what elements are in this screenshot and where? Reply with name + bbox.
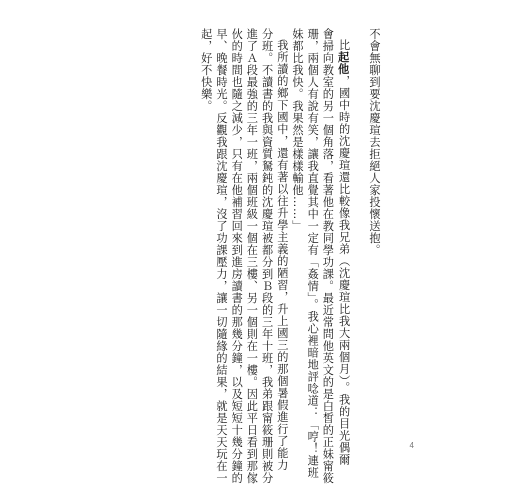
text-column-10: 早、晚餐時光。反觀我跟沈慶瑄，沒了功課壓力，讓一切隨緣的結果，就是天天玩在一 bbox=[214, 28, 228, 484]
paragraph-gap bbox=[352, 28, 367, 304]
text-column-5: 妹都比我快。我果然是樣樣輸他……」 bbox=[291, 28, 304, 232]
page-number: 4 bbox=[409, 441, 414, 450]
text-column-6: 我所讀的鄉下國中，還有著以往升學主義的陋習，升上國三的那個暑假進行了能力 bbox=[275, 39, 289, 471]
text-column-1: 不會無聊到要沈慶瑄去拒絕人家投懷送抱。 bbox=[368, 28, 381, 256]
text-span: 比 bbox=[337, 39, 351, 51]
text-column-8: 進了Ａ段最強的三年一班，兩個班級一個在三樓、另一個則在一樓。因此平日看到那傢 bbox=[245, 28, 259, 484]
text-column-9: 伙的時間也隨之減少，只有在他補習回來到進房讀書的那幾分鐘，以及短短十幾分鐘的 bbox=[230, 28, 244, 484]
vertical-text-block bbox=[199, 28, 382, 484]
text-column-4: 珊，兩個人有說有笑，讓我直覺其中一定有「姦情」。我心裡暗地評唸道：「哼！連班 bbox=[306, 28, 320, 479]
text-column-2 bbox=[335, 28, 351, 466]
bold-text-span: 起他 bbox=[336, 51, 351, 75]
text-column-11: 起，好不快樂。 bbox=[199, 28, 213, 112]
text-column-7: 分班。不讀書的我與資質駑鈍的沈慶瑄被都分到Ｂ段的三年十班，我弟跟甯筱珊則被分 bbox=[260, 28, 274, 484]
text-span: ，國中時的沈慶瑄還比較像我兄弟（沈慶瑄比我大兩個月）。我的目光偶爾 bbox=[337, 75, 351, 466]
text-column-3: 會掃向教室的另一個角落，看著他在教同學功課。最近常問他英文的是白皙的正妹甯筱 bbox=[321, 28, 335, 484]
